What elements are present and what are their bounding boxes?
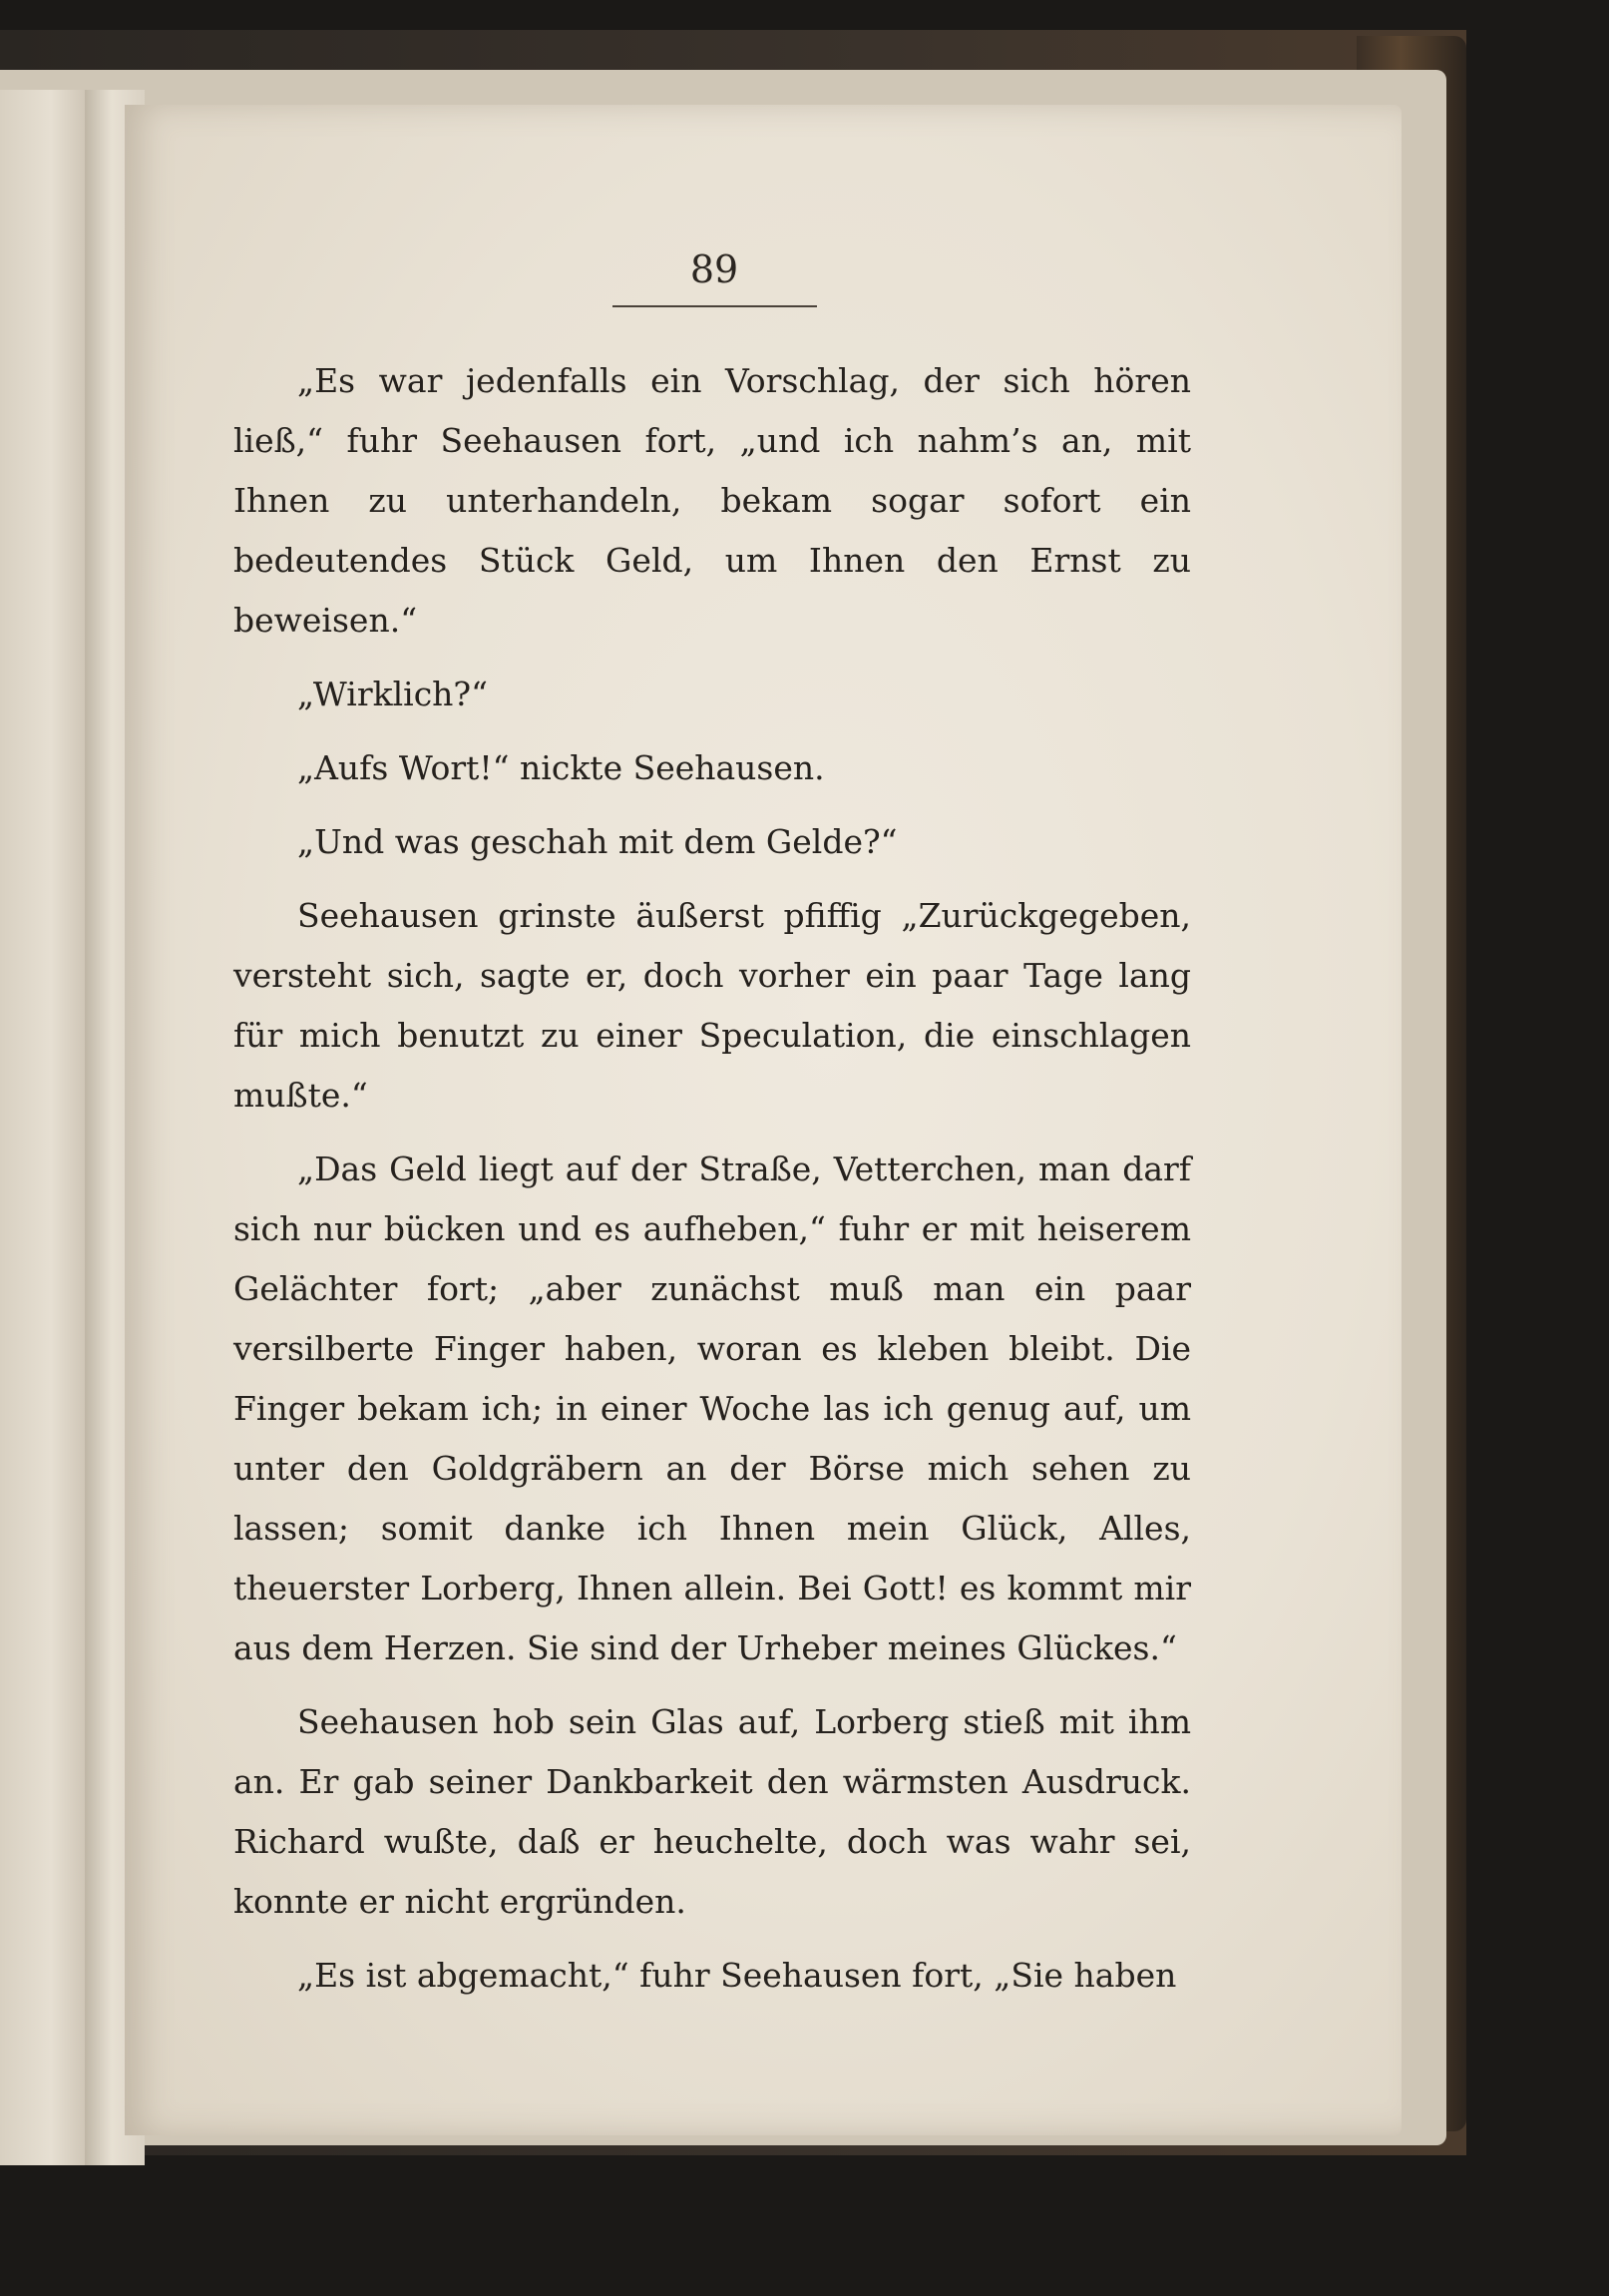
body-text	[233, 351, 1191, 2020]
paragraph: „Es war jedenfalls ein Vorschlag, der sich hören ließ,“ fuhr Seehausen fort, „und ich nahm’s an, mit Ihnen zu unterhandeln, bekam sogar sofort ein bedeutendes Stück Geld, um Ihnen den Ernst zu beweisen.“	[233, 361, 1191, 640]
paragraph: Seehausen grinste äußerst pfiffig „Zurückgegeben, versteht sich, sagte er, doch vorher ein paar Tage lang für mich benutzt zu einer Speculation, die einschlagen mußte.“	[233, 896, 1191, 1115]
paragraph: „Aufs Wort!“ nickte Seehausen.	[297, 748, 825, 787]
paragraph: „Und was geschah mit dem Gelde?“	[297, 822, 898, 861]
page-number: 89	[689, 247, 739, 291]
paragraph: Seehausen hob sein Glas auf, Lorberg stieß mit ihm an. Er gab seiner Dankbarkeit den wärmsten Ausdruck. Richard wußte, daß er heuchelte, doch was wahr sei, konnte er nicht ergründen.	[233, 1702, 1191, 1921]
paragraph: „Das Geld liegt auf der Straße, Vetterchen, man darf sich nur bücken und es aufheben,“ fuhr er mit heiserem Gelächter fort; „aber zunächst muß man ein paar versilberte Finger haben, woran es kleben bleibt. Die Finger bekam ich; in einer Woche las ich genug auf, um unter den Goldgräbern an der Börse mich sehen zu lassen; somit danke ich Ihnen mein Glück, Alles, theuerster Lorberg, Ihnen allein. Bei Gott! es kommt mir aus dem Herzen. Sie sind der Urheber meines Glückes.“	[233, 1149, 1191, 1667]
paragraph: „Es ist abgemacht,“ fuhr Seehausen fort, „Sie haben	[297, 1956, 1177, 1995]
left-page-edge	[0, 90, 85, 2165]
page-number-rule	[612, 305, 817, 307]
paragraph: „Wirklich?“	[297, 675, 488, 713]
